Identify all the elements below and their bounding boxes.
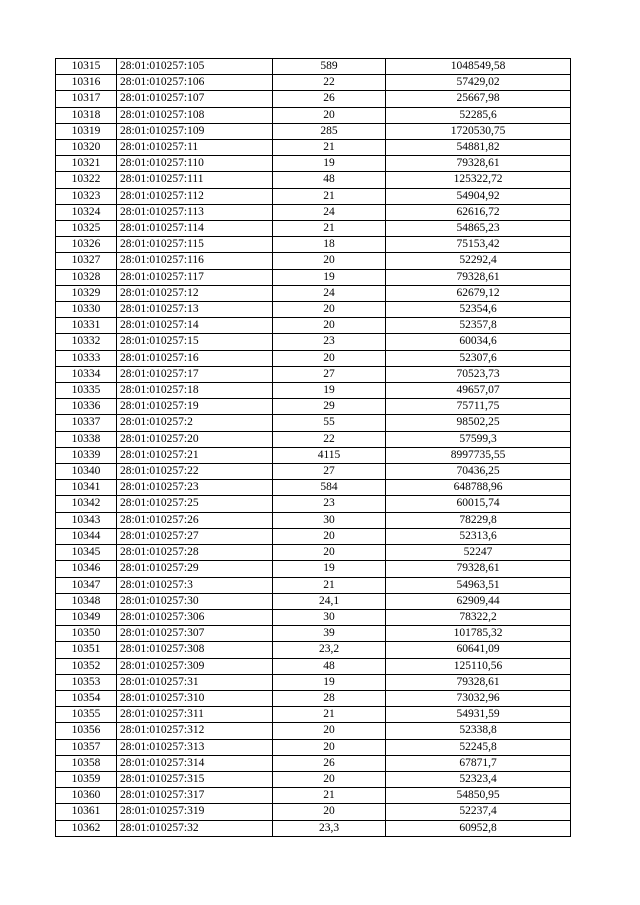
value-cell: 101785,32 — [386, 626, 571, 642]
table-row — [56, 545, 571, 561]
table-row — [56, 399, 571, 415]
row-number-cell: 10320 — [56, 140, 117, 156]
cadastral-number-cell: 28:01:010257:108 — [117, 107, 273, 123]
cadastral-number-cell: 28:01:010257:3 — [117, 577, 273, 593]
area-cell: 27 — [273, 464, 386, 480]
area-cell: 23 — [273, 334, 386, 350]
area-cell: 26 — [273, 91, 386, 107]
row-number-cell: 10322 — [56, 172, 117, 188]
value-cell: 52313,6 — [386, 528, 571, 544]
table-row — [56, 269, 571, 285]
area-cell: 21 — [273, 140, 386, 156]
table-row — [56, 318, 571, 334]
value-cell: 54904,92 — [386, 188, 571, 204]
area-cell: 24,1 — [273, 593, 386, 609]
area-cell: 20 — [273, 545, 386, 561]
row-number-cell: 10321 — [56, 156, 117, 172]
table-row — [56, 415, 571, 431]
value-cell: 75711,75 — [386, 399, 571, 415]
row-number-cell: 10355 — [56, 707, 117, 723]
table-row — [56, 302, 571, 318]
table-row — [56, 561, 571, 577]
row-number-cell: 10353 — [56, 674, 117, 690]
area-cell: 48 — [273, 172, 386, 188]
cadastral-number-cell: 28:01:010257:315 — [117, 771, 273, 787]
area-cell: 39 — [273, 626, 386, 642]
table-row — [56, 739, 571, 755]
row-number-cell: 10323 — [56, 188, 117, 204]
area-cell: 20 — [273, 302, 386, 318]
value-cell: 52307,6 — [386, 350, 571, 366]
table-row — [56, 528, 571, 544]
table-row — [56, 59, 571, 75]
table-row — [56, 237, 571, 253]
area-cell: 55 — [273, 415, 386, 431]
table-row — [56, 350, 571, 366]
value-cell: 52247 — [386, 545, 571, 561]
table-row — [56, 204, 571, 220]
value-cell: 1048549,58 — [386, 59, 571, 75]
value-cell: 54931,59 — [386, 707, 571, 723]
cadastral-number-cell: 28:01:010257:313 — [117, 739, 273, 755]
cadastral-number-cell: 28:01:010257:311 — [117, 707, 273, 723]
area-cell: 20 — [273, 771, 386, 787]
value-cell: 8997735,55 — [386, 447, 571, 463]
table-row — [56, 723, 571, 739]
cadastral-number-cell: 28:01:010257:28 — [117, 545, 273, 561]
cadastral-number-cell: 28:01:010257:2 — [117, 415, 273, 431]
value-cell: 54850,95 — [386, 788, 571, 804]
cadastral-number-cell: 28:01:010257:25 — [117, 496, 273, 512]
table-row — [56, 642, 571, 658]
cadastral-number-cell: 28:01:010257:29 — [117, 561, 273, 577]
value-cell: 52338,8 — [386, 723, 571, 739]
table-row — [56, 496, 571, 512]
row-number-cell: 10316 — [56, 75, 117, 91]
area-cell: 589 — [273, 59, 386, 75]
cadastral-number-cell: 28:01:010257:115 — [117, 237, 273, 253]
table-row — [56, 755, 571, 771]
cadastral-number-cell: 28:01:010257:107 — [117, 91, 273, 107]
row-number-cell: 10356 — [56, 723, 117, 739]
table-row — [56, 577, 571, 593]
row-number-cell: 10317 — [56, 91, 117, 107]
table-row — [56, 75, 571, 91]
area-cell: 20 — [273, 528, 386, 544]
row-number-cell: 10357 — [56, 739, 117, 755]
table-row — [56, 593, 571, 609]
cadastral-number-cell: 28:01:010257:112 — [117, 188, 273, 204]
row-number-cell: 10360 — [56, 788, 117, 804]
table-row — [56, 447, 571, 463]
value-cell: 62616,72 — [386, 204, 571, 220]
cadastral-number-cell: 28:01:010257:15 — [117, 334, 273, 350]
row-number-cell: 10351 — [56, 642, 117, 658]
cadastral-number-cell: 28:01:010257:18 — [117, 383, 273, 399]
area-cell: 19 — [273, 156, 386, 172]
cadastral-number-cell: 28:01:010257:319 — [117, 804, 273, 820]
value-cell: 67871,7 — [386, 755, 571, 771]
area-cell: 48 — [273, 658, 386, 674]
area-cell: 20 — [273, 318, 386, 334]
row-number-cell: 10326 — [56, 237, 117, 253]
table-row — [56, 107, 571, 123]
value-cell: 79328,61 — [386, 156, 571, 172]
value-cell: 79328,61 — [386, 269, 571, 285]
cadastral-number-cell: 28:01:010257:27 — [117, 528, 273, 544]
value-cell: 1720530,75 — [386, 123, 571, 139]
value-cell: 52357,8 — [386, 318, 571, 334]
cadastral-number-cell: 28:01:010257:20 — [117, 431, 273, 447]
table-row — [56, 285, 571, 301]
value-cell: 52354,6 — [386, 302, 571, 318]
table-row — [56, 188, 571, 204]
row-number-cell: 10325 — [56, 221, 117, 237]
table-row — [56, 788, 571, 804]
value-cell: 52245,8 — [386, 739, 571, 755]
cadastral-number-cell: 28:01:010257:26 — [117, 512, 273, 528]
cadastral-number-cell: 28:01:010257:106 — [117, 75, 273, 91]
table-row — [56, 626, 571, 642]
cadastral-number-cell: 28:01:010257:114 — [117, 221, 273, 237]
area-cell: 22 — [273, 431, 386, 447]
area-cell: 20 — [273, 253, 386, 269]
value-cell: 60952,8 — [386, 820, 571, 836]
table-row — [56, 804, 571, 820]
cadastral-number-cell: 28:01:010257:19 — [117, 399, 273, 415]
cadastral-number-cell: 28:01:010257:31 — [117, 674, 273, 690]
cadastral-number-cell: 28:01:010257:117 — [117, 269, 273, 285]
area-cell: 4115 — [273, 447, 386, 463]
value-cell: 52292,4 — [386, 253, 571, 269]
area-cell: 21 — [273, 788, 386, 804]
cadastral-number-cell: 28:01:010257:312 — [117, 723, 273, 739]
cadastral-number-cell: 28:01:010257:14 — [117, 318, 273, 334]
value-cell: 57429,02 — [386, 75, 571, 91]
table-row — [56, 707, 571, 723]
table-body — [56, 59, 571, 837]
cadastral-number-cell: 28:01:010257:32 — [117, 820, 273, 836]
cadastral-number-cell: 28:01:010257:21 — [117, 447, 273, 463]
row-number-cell: 10324 — [56, 204, 117, 220]
cadastral-number-cell: 28:01:010257:111 — [117, 172, 273, 188]
value-cell: 648788,96 — [386, 480, 571, 496]
value-cell: 54881,82 — [386, 140, 571, 156]
value-cell: 54963,51 — [386, 577, 571, 593]
table-row — [56, 253, 571, 269]
value-cell: 57599,3 — [386, 431, 571, 447]
area-cell: 28 — [273, 690, 386, 706]
area-cell: 19 — [273, 561, 386, 577]
area-cell: 29 — [273, 399, 386, 415]
table-row — [56, 609, 571, 625]
area-cell: 19 — [273, 674, 386, 690]
area-cell: 27 — [273, 366, 386, 382]
value-cell: 52237,4 — [386, 804, 571, 820]
table-row — [56, 771, 571, 787]
row-number-cell: 10333 — [56, 350, 117, 366]
value-cell: 78322,2 — [386, 609, 571, 625]
value-cell: 70436,25 — [386, 464, 571, 480]
row-number-cell: 10319 — [56, 123, 117, 139]
value-cell: 52285,6 — [386, 107, 571, 123]
value-cell: 62909,44 — [386, 593, 571, 609]
row-number-cell: 10344 — [56, 528, 117, 544]
row-number-cell: 10341 — [56, 480, 117, 496]
row-number-cell: 10359 — [56, 771, 117, 787]
row-number-cell: 10328 — [56, 269, 117, 285]
value-cell: 73032,96 — [386, 690, 571, 706]
cadastral-number-cell: 28:01:010257:116 — [117, 253, 273, 269]
value-cell: 52323,4 — [386, 771, 571, 787]
value-cell: 60015,74 — [386, 496, 571, 512]
cadastral-number-cell: 28:01:010257:23 — [117, 480, 273, 496]
area-cell: 26 — [273, 755, 386, 771]
value-cell: 25667,98 — [386, 91, 571, 107]
value-cell: 70523,73 — [386, 366, 571, 382]
area-cell: 20 — [273, 107, 386, 123]
table-row — [56, 690, 571, 706]
area-cell: 23,3 — [273, 820, 386, 836]
value-cell: 79328,61 — [386, 674, 571, 690]
row-number-cell: 10354 — [56, 690, 117, 706]
table-row — [56, 820, 571, 836]
table-row — [56, 512, 571, 528]
value-cell: 54865,23 — [386, 221, 571, 237]
area-cell: 30 — [273, 512, 386, 528]
cadastral-number-cell: 28:01:010257:109 — [117, 123, 273, 139]
cadastral-number-cell: 28:01:010257:16 — [117, 350, 273, 366]
cadastral-number-cell: 28:01:010257:306 — [117, 609, 273, 625]
cadastral-number-cell: 28:01:010257:30 — [117, 593, 273, 609]
cadastral-number-cell: 28:01:010257:12 — [117, 285, 273, 301]
row-number-cell: 10336 — [56, 399, 117, 415]
row-number-cell: 10332 — [56, 334, 117, 350]
row-number-cell: 10361 — [56, 804, 117, 820]
area-cell: 285 — [273, 123, 386, 139]
area-cell: 20 — [273, 350, 386, 366]
row-number-cell: 10318 — [56, 107, 117, 123]
row-number-cell: 10327 — [56, 253, 117, 269]
table-row — [56, 91, 571, 107]
row-number-cell: 10337 — [56, 415, 117, 431]
row-number-cell: 10346 — [56, 561, 117, 577]
area-cell: 24 — [273, 204, 386, 220]
table-row — [56, 221, 571, 237]
cadastral-number-cell: 28:01:010257:308 — [117, 642, 273, 658]
row-number-cell: 10347 — [56, 577, 117, 593]
row-number-cell: 10358 — [56, 755, 117, 771]
cadastral-number-cell: 28:01:010257:110 — [117, 156, 273, 172]
row-number-cell: 10340 — [56, 464, 117, 480]
table-row — [56, 172, 571, 188]
value-cell: 125110,56 — [386, 658, 571, 674]
row-number-cell: 10350 — [56, 626, 117, 642]
area-cell: 20 — [273, 723, 386, 739]
value-cell: 78229,8 — [386, 512, 571, 528]
area-cell: 21 — [273, 221, 386, 237]
area-cell: 21 — [273, 707, 386, 723]
value-cell: 75153,42 — [386, 237, 571, 253]
row-number-cell: 10315 — [56, 59, 117, 75]
table-row — [56, 674, 571, 690]
row-number-cell: 10329 — [56, 285, 117, 301]
data-table — [55, 58, 571, 837]
table-row — [56, 140, 571, 156]
row-number-cell: 10339 — [56, 447, 117, 463]
cadastral-number-cell: 28:01:010257:310 — [117, 690, 273, 706]
area-cell: 23 — [273, 496, 386, 512]
table-row — [56, 480, 571, 496]
area-cell: 21 — [273, 188, 386, 204]
table-row — [56, 334, 571, 350]
cadastral-number-cell: 28:01:010257:13 — [117, 302, 273, 318]
row-number-cell: 10338 — [56, 431, 117, 447]
cadastral-number-cell: 28:01:010257:113 — [117, 204, 273, 220]
row-number-cell: 10362 — [56, 820, 117, 836]
cadastral-number-cell: 28:01:010257:314 — [117, 755, 273, 771]
cadastral-number-cell: 28:01:010257:309 — [117, 658, 273, 674]
value-cell: 60641,09 — [386, 642, 571, 658]
area-cell: 30 — [273, 609, 386, 625]
value-cell: 49657,07 — [386, 383, 571, 399]
table-row — [56, 464, 571, 480]
value-cell: 98502,25 — [386, 415, 571, 431]
value-cell: 125322,72 — [386, 172, 571, 188]
row-number-cell: 10335 — [56, 383, 117, 399]
area-cell: 19 — [273, 269, 386, 285]
cadastral-number-cell: 28:01:010257:17 — [117, 366, 273, 382]
row-number-cell: 10342 — [56, 496, 117, 512]
table-row — [56, 383, 571, 399]
value-cell: 60034,6 — [386, 334, 571, 350]
value-cell: 62679,12 — [386, 285, 571, 301]
value-cell: 79328,61 — [386, 561, 571, 577]
row-number-cell: 10343 — [56, 512, 117, 528]
table-row — [56, 156, 571, 172]
row-number-cell: 10330 — [56, 302, 117, 318]
cadastral-number-cell: 28:01:010257:22 — [117, 464, 273, 480]
area-cell: 22 — [273, 75, 386, 91]
area-cell: 18 — [273, 237, 386, 253]
row-number-cell: 10334 — [56, 366, 117, 382]
cadastral-number-cell: 28:01:010257:105 — [117, 59, 273, 75]
area-cell: 20 — [273, 739, 386, 755]
cadastral-number-cell: 28:01:010257:307 — [117, 626, 273, 642]
cadastral-number-cell: 28:01:010257:317 — [117, 788, 273, 804]
table-row — [56, 431, 571, 447]
table-row — [56, 123, 571, 139]
row-number-cell: 10345 — [56, 545, 117, 561]
area-cell: 20 — [273, 804, 386, 820]
area-cell: 19 — [273, 383, 386, 399]
area-cell: 584 — [273, 480, 386, 496]
area-cell: 21 — [273, 577, 386, 593]
row-number-cell: 10352 — [56, 658, 117, 674]
table-row — [56, 366, 571, 382]
area-cell: 23,2 — [273, 642, 386, 658]
row-number-cell: 10331 — [56, 318, 117, 334]
area-cell: 24 — [273, 285, 386, 301]
cadastral-number-cell: 28:01:010257:11 — [117, 140, 273, 156]
row-number-cell: 10349 — [56, 609, 117, 625]
table-row — [56, 658, 571, 674]
row-number-cell: 10348 — [56, 593, 117, 609]
